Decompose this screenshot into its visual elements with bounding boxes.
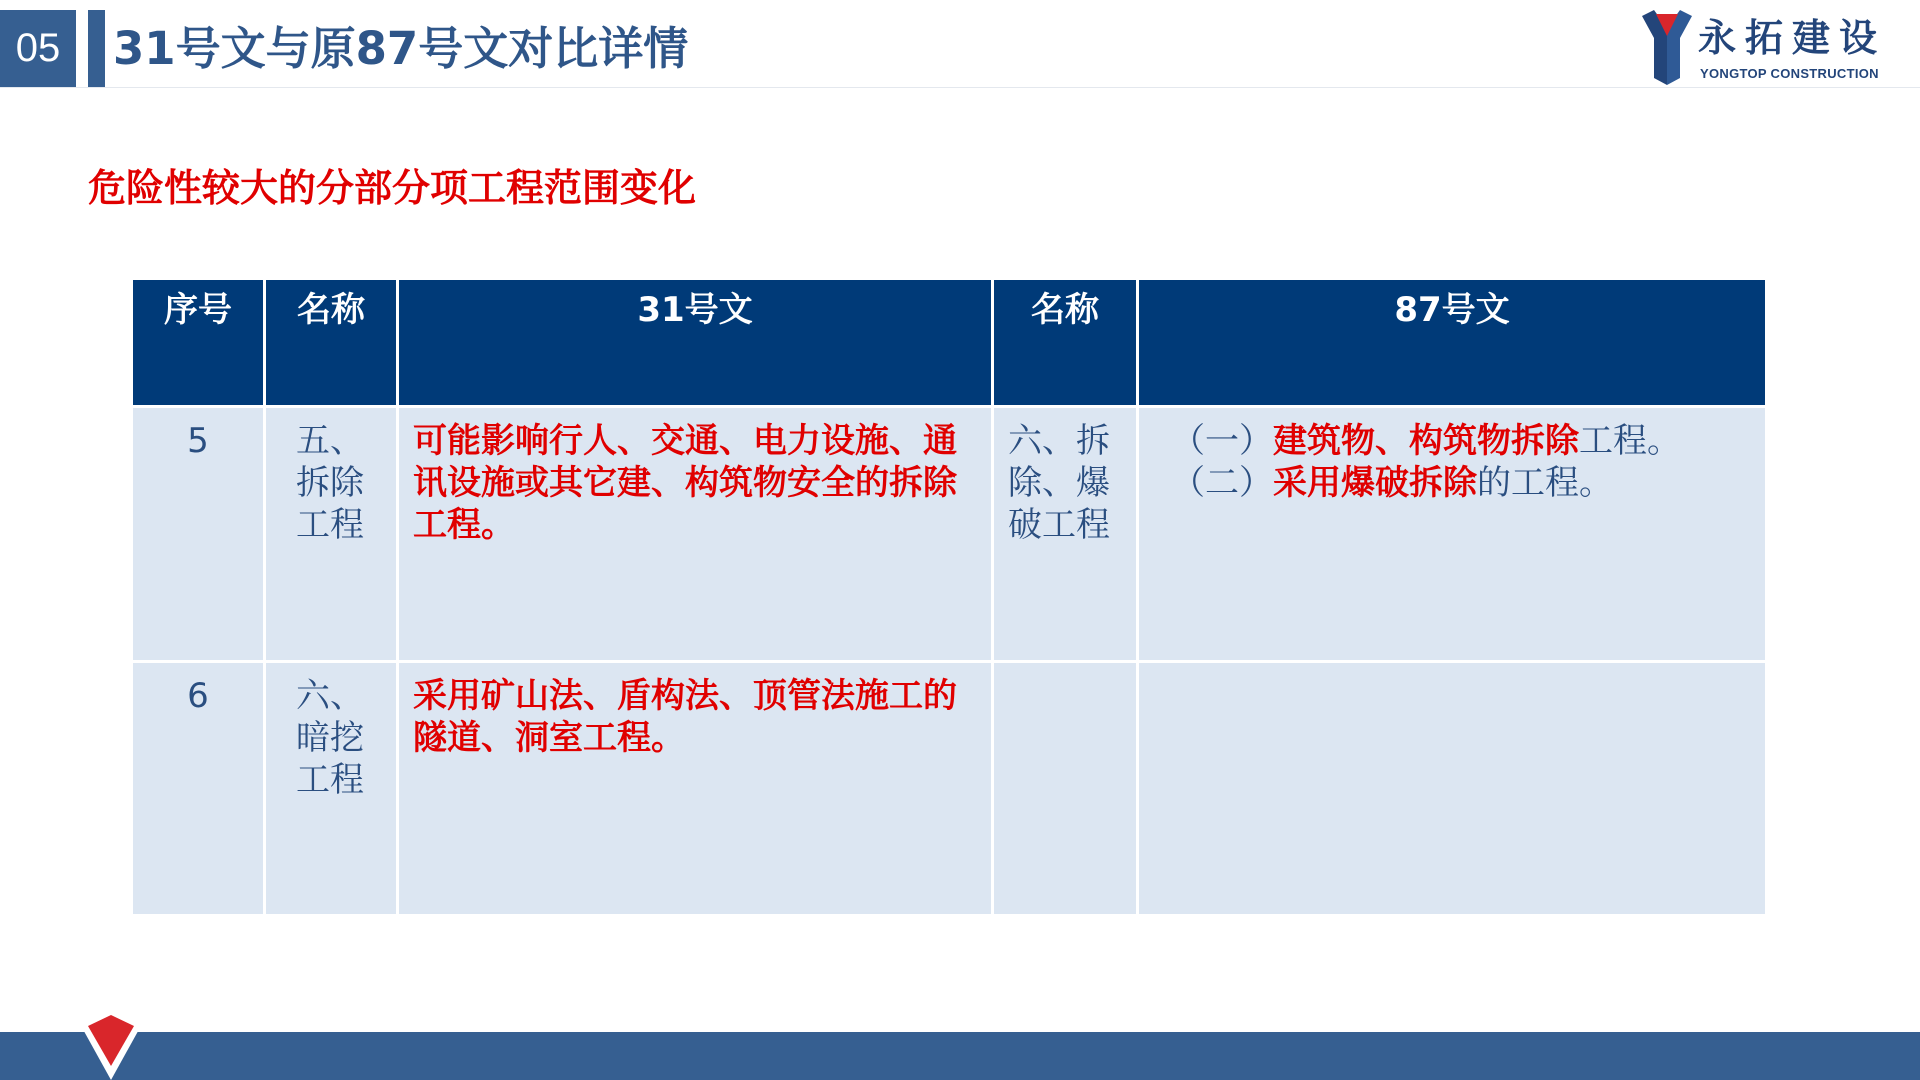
row-5-text87 bbox=[1139, 408, 1765, 660]
header-cell-name87: 名称 bbox=[994, 280, 1136, 405]
header-cell-doc31: 31号文 bbox=[399, 280, 991, 405]
row-5-name31: 五、拆除工程 bbox=[266, 408, 396, 660]
logo-mark-icon bbox=[1642, 10, 1692, 85]
row-5-text87-line-1: （一）建筑物、构筑物拆除工程。 bbox=[1171, 421, 1681, 461]
footer-diamond-icon bbox=[80, 1012, 142, 1080]
logo-name-en: YONGTOP CONSTRUCTION bbox=[1700, 66, 1879, 81]
page-title: 31号文与原87号文对比详情 bbox=[113, 22, 689, 75]
header-divider bbox=[0, 87, 1920, 88]
row-5-number: 5 bbox=[133, 408, 263, 660]
company-logo bbox=[1642, 10, 1907, 85]
row-6-text87 bbox=[1139, 663, 1765, 914]
row-5-text87-line-2: （二）采用爆破拆除的工程。 bbox=[1171, 463, 1613, 503]
section-subtitle: 危险性较大的分部分项工程范围变化 bbox=[88, 166, 697, 210]
header-cell-name31: 名称 bbox=[266, 280, 396, 405]
header-cell-doc87: 87号文 bbox=[1139, 280, 1765, 405]
logo-name-cn: 永拓建设 bbox=[1698, 16, 1887, 60]
comparison-table bbox=[133, 280, 1753, 914]
header-cell-no: 序号 bbox=[133, 280, 263, 405]
row-6-text31: 采用矿山法、盾构法、顶管法施工的隧道、洞室工程。 bbox=[399, 663, 991, 914]
row-6-name31: 六、暗挖工程 bbox=[266, 663, 396, 914]
footer-band bbox=[0, 1032, 1920, 1080]
row-5-text31: 可能影响行人、交通、电力设施、通讯设施或其它建、构筑物安全的拆除工程。 bbox=[399, 408, 991, 660]
section-number: 05 bbox=[0, 10, 76, 87]
row-6-number: 6 bbox=[133, 663, 263, 914]
title-accent-bar bbox=[88, 10, 105, 87]
row-5-name87: 六、拆除、爆破工程 bbox=[994, 408, 1136, 660]
row-6-name87 bbox=[994, 663, 1136, 914]
